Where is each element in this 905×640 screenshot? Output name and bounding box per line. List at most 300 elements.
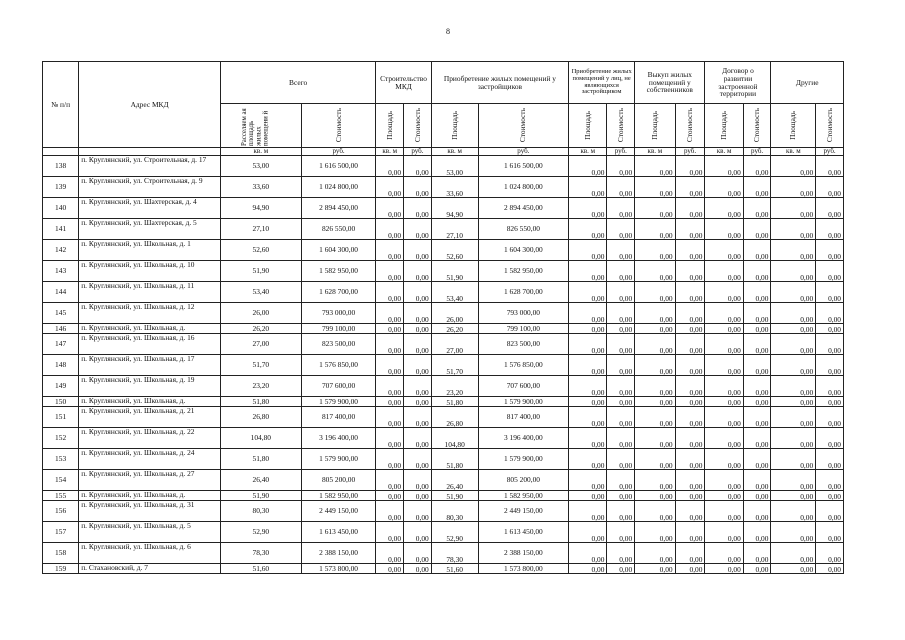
row-total-cost: 1 582 950,00	[301, 491, 376, 501]
row-devagreement-area: 0,00	[705, 449, 743, 470]
row-nondev-area: 0,00	[569, 501, 607, 522]
row-total-cost: 1 024 800,00	[301, 177, 376, 198]
header-group-development-agreement: Договор о развитии застроенной территории	[705, 62, 771, 104]
row-developers-area: 80,30	[431, 501, 478, 522]
row-other-cost: 0,00	[816, 564, 844, 574]
unit-area: кв. м	[220, 148, 301, 156]
row-other-area: 0,00	[771, 261, 816, 282]
row-nondev-area: 0,00	[569, 177, 607, 198]
row-other-cost: 0,00	[816, 177, 844, 198]
row-developers-cost: 3 196 400,00	[478, 428, 569, 449]
row-developers-area: 104,80	[431, 428, 478, 449]
row-developers-cost: 799 100,00	[478, 324, 569, 334]
row-other-area: 0,00	[771, 470, 816, 491]
row-buyout-area: 0,00	[635, 177, 675, 198]
row-devagreement-area: 0,00	[705, 198, 743, 219]
row-buyout-cost: 0,00	[675, 470, 705, 491]
row-devagreement-cost: 0,00	[743, 543, 771, 564]
row-nondev-cost: 0,00	[607, 303, 635, 324]
row-other-area: 0,00	[771, 156, 816, 177]
row-number: 157	[43, 522, 79, 543]
row-other-area: 0,00	[771, 324, 816, 334]
header-group-developers: Приобретение жилых помещений у застройщиков	[431, 62, 568, 104]
row-buyout-area: 0,00	[635, 324, 675, 334]
row-developers-cost: 1 628 700,00	[478, 282, 569, 303]
header-cost: Стоимость	[824, 108, 834, 143]
row-developers-area: 52,90	[431, 522, 478, 543]
header-group-non-developers: Приобретение жилых помещений у лиц, не являющихся застройщиком	[569, 62, 635, 104]
row-total-cost: 1 576 850,00	[301, 355, 376, 376]
row-developers-cost: 1 024 800,00	[478, 177, 569, 198]
row-nondev-area: 0,00	[569, 564, 607, 574]
row-nondev-area: 0,00	[569, 397, 607, 407]
row-buyout-cost: 0,00	[675, 177, 705, 198]
row-other-area: 0,00	[771, 501, 816, 522]
row-number: 145	[43, 303, 79, 324]
row-developers-cost: 1 582 950,00	[478, 261, 569, 282]
row-address: п. Круглянский, ул. Школьная, д. 27	[79, 470, 221, 491]
row-buyout-cost: 0,00	[675, 198, 705, 219]
row-address: п. Круглянский, ул. Школьная, д. 11	[79, 282, 221, 303]
row-developers-area: 33,60	[431, 177, 478, 198]
row-buyout-area: 0,00	[635, 491, 675, 501]
row-other-area: 0,00	[771, 564, 816, 574]
row-buyout-cost: 0,00	[675, 428, 705, 449]
row-other-cost: 0,00	[816, 240, 844, 261]
row-construction-area: 0,00	[376, 522, 404, 543]
row-construction-area: 0,00	[376, 376, 404, 397]
row-devagreement-area: 0,00	[705, 282, 743, 303]
unit-area: кв. м	[569, 148, 607, 156]
row-devagreement-area: 0,00	[705, 324, 743, 334]
unit-cost: руб.	[743, 148, 771, 156]
table-row	[43, 564, 844, 574]
row-address: п. Круглянский, ул. Школьная, д. 31	[79, 501, 221, 522]
row-other-area: 0,00	[771, 198, 816, 219]
row-developers-cost: 1 604 300,00	[478, 240, 569, 261]
resettlement-table	[42, 61, 844, 574]
row-buyout-area: 0,00	[635, 470, 675, 491]
row-nondev-area: 0,00	[569, 324, 607, 334]
row-nondev-area: 0,00	[569, 334, 607, 355]
row-construction-cost: 0,00	[404, 156, 432, 177]
row-developers-cost: 793 000,00	[478, 303, 569, 324]
row-developers-area: 26,00	[431, 303, 478, 324]
row-other-cost: 0,00	[816, 334, 844, 355]
row-construction-area: 0,00	[376, 470, 404, 491]
row-nondev-cost: 0,00	[607, 355, 635, 376]
row-nondev-area: 0,00	[569, 156, 607, 177]
row-total-cost: 2 388 150,00	[301, 543, 376, 564]
row-devagreement-area: 0,00	[705, 355, 743, 376]
row-nondev-cost: 0,00	[607, 428, 635, 449]
row-devagreement-cost: 0,00	[743, 428, 771, 449]
row-address: п. Круглянский, ул. Школьная, д. 19	[79, 376, 221, 397]
row-construction-cost: 0,00	[404, 522, 432, 543]
row-total-cost: 823 500,00	[301, 334, 376, 355]
row-nondev-area: 0,00	[569, 261, 607, 282]
row-nondev-cost: 0,00	[607, 407, 635, 428]
row-developers-cost: 2 388 150,00	[478, 543, 569, 564]
row-buyout-area: 0,00	[635, 501, 675, 522]
row-devagreement-cost: 0,00	[743, 261, 771, 282]
row-devagreement-cost: 0,00	[743, 376, 771, 397]
row-nondev-cost: 0,00	[607, 219, 635, 240]
row-number: 148	[43, 355, 79, 376]
row-developers-cost: 1 573 800,00	[478, 564, 569, 574]
row-number: 156	[43, 501, 79, 522]
row-nondev-area: 0,00	[569, 449, 607, 470]
row-address: п. Круглянский, ул. Школьная, д.	[79, 491, 221, 501]
row-buyout-area: 0,00	[635, 156, 675, 177]
row-total-area: 27,00	[220, 334, 301, 355]
row-total-area: 26,20	[220, 324, 301, 334]
row-nondev-cost: 0,00	[607, 543, 635, 564]
row-devagreement-area: 0,00	[705, 407, 743, 428]
row-buyout-area: 0,00	[635, 240, 675, 261]
row-devagreement-cost: 0,00	[743, 334, 771, 355]
row-number: 153	[43, 449, 79, 470]
row-construction-area: 0,00	[376, 428, 404, 449]
row-nondev-area: 0,00	[569, 282, 607, 303]
row-other-cost: 0,00	[816, 261, 844, 282]
header-area: Площадь	[384, 111, 394, 140]
unit-area: кв. м	[635, 148, 675, 156]
row-construction-area: 0,00	[376, 219, 404, 240]
row-devagreement-cost: 0,00	[743, 491, 771, 501]
row-nondev-cost: 0,00	[607, 324, 635, 334]
row-total-area: 53,00	[220, 156, 301, 177]
row-address: п. Круглянский, ул. Школьная, д. 10	[79, 261, 221, 282]
row-number: 140	[43, 198, 79, 219]
row-buyout-area: 0,00	[635, 564, 675, 574]
row-buyout-cost: 0,00	[675, 397, 705, 407]
header-num: № п/п	[43, 62, 79, 148]
row-other-area: 0,00	[771, 177, 816, 198]
row-total-cost: 1 616 500,00	[301, 156, 376, 177]
row-developers-area: 52,60	[431, 240, 478, 261]
row-construction-cost: 0,00	[404, 261, 432, 282]
row-total-area: 52,60	[220, 240, 301, 261]
row-developers-area: 23,20	[431, 376, 478, 397]
row-developers-area: 51,90	[431, 261, 478, 282]
row-other-area: 0,00	[771, 219, 816, 240]
row-address: п. Круглянский, ул. Школьная, д.	[79, 397, 221, 407]
row-other-area: 0,00	[771, 543, 816, 564]
row-address: п. Круглянский, ул. Шахтерская, д. 4	[79, 198, 221, 219]
row-other-area: 0,00	[771, 282, 816, 303]
row-nondev-cost: 0,00	[607, 261, 635, 282]
row-devagreement-area: 0,00	[705, 543, 743, 564]
row-devagreement-cost: 0,00	[743, 219, 771, 240]
row-construction-cost: 0,00	[404, 198, 432, 219]
unit-cost: руб.	[478, 148, 569, 156]
row-developers-cost: 2 449 150,00	[478, 501, 569, 522]
row-developers-area: 27,10	[431, 219, 478, 240]
row-address: п. Круглянский, ул. Школьная, д. 21	[79, 407, 221, 428]
row-devagreement-area: 0,00	[705, 428, 743, 449]
row-buyout-area: 0,00	[635, 543, 675, 564]
row-total-cost: 2 894 450,00	[301, 198, 376, 219]
row-number: 154	[43, 470, 79, 491]
row-construction-area: 0,00	[376, 449, 404, 470]
row-construction-area: 0,00	[376, 491, 404, 501]
row-devagreement-cost: 0,00	[743, 156, 771, 177]
row-construction-cost: 0,00	[404, 501, 432, 522]
row-devagreement-area: 0,00	[705, 470, 743, 491]
row-other-cost: 0,00	[816, 543, 844, 564]
row-number: 152	[43, 428, 79, 449]
row-total-area: 51,90	[220, 491, 301, 501]
header-cost: Стоимость	[752, 108, 762, 143]
row-address: п. Круглянский, ул. Школьная, д. 12	[79, 303, 221, 324]
row-other-cost: 0,00	[816, 156, 844, 177]
row-other-area: 0,00	[771, 428, 816, 449]
row-other-cost: 0,00	[816, 407, 844, 428]
row-nondev-area: 0,00	[569, 491, 607, 501]
row-devagreement-cost: 0,00	[743, 564, 771, 574]
row-buyout-cost: 0,00	[675, 282, 705, 303]
row-other-area: 0,00	[771, 303, 816, 324]
row-nondev-area: 0,00	[569, 355, 607, 376]
row-construction-cost: 0,00	[404, 355, 432, 376]
row-total-cost: 1 582 950,00	[301, 261, 376, 282]
table-row	[43, 156, 844, 177]
row-address: п. Круглянский, ул. Строительная, д. 9	[79, 177, 221, 198]
row-buyout-cost: 0,00	[675, 407, 705, 428]
unit-area: кв. м	[771, 148, 816, 156]
row-devagreement-cost: 0,00	[743, 355, 771, 376]
row-nondev-cost: 0,00	[607, 177, 635, 198]
row-address: п. Стахановский, д. 7	[79, 564, 221, 574]
row-developers-cost: 817 400,00	[478, 407, 569, 428]
row-other-area: 0,00	[771, 449, 816, 470]
row-construction-area: 0,00	[376, 177, 404, 198]
row-construction-cost: 0,00	[404, 376, 432, 397]
row-other-area: 0,00	[771, 355, 816, 376]
header-group-buyout: Выкуп жилых помещений у собственников	[635, 62, 705, 104]
row-address: п. Круглянский, ул. Школьная, д.	[79, 324, 221, 334]
row-construction-area: 0,00	[376, 334, 404, 355]
row-nondev-cost: 0,00	[607, 564, 635, 574]
row-buyout-cost: 0,00	[675, 261, 705, 282]
row-nondev-area: 0,00	[569, 428, 607, 449]
unit-cost: руб.	[675, 148, 705, 156]
table-row	[43, 522, 844, 543]
row-buyout-area: 0,00	[635, 261, 675, 282]
row-other-area: 0,00	[771, 522, 816, 543]
row-total-cost: 1 579 900,00	[301, 449, 376, 470]
table-row	[43, 355, 844, 376]
row-nondev-area: 0,00	[569, 198, 607, 219]
row-developers-cost: 1 616 500,00	[478, 156, 569, 177]
row-address: п. Круглянский, ул. Школьная, д. 6	[79, 543, 221, 564]
row-address: п. Круглянский, ул. Шахтерская, д. 5	[79, 219, 221, 240]
row-total-area: 26,80	[220, 407, 301, 428]
row-buyout-cost: 0,00	[675, 156, 705, 177]
row-nondev-area: 0,00	[569, 522, 607, 543]
row-buyout-area: 0,00	[635, 355, 675, 376]
row-devagreement-cost: 0,00	[743, 397, 771, 407]
row-other-cost: 0,00	[816, 522, 844, 543]
row-number: 147	[43, 334, 79, 355]
unit-cost: руб.	[404, 148, 432, 156]
row-total-area: 80,30	[220, 501, 301, 522]
row-other-cost: 0,00	[816, 355, 844, 376]
row-other-cost: 0,00	[816, 491, 844, 501]
row-total-cost: 799 100,00	[301, 324, 376, 334]
row-other-area: 0,00	[771, 240, 816, 261]
row-nondev-cost: 0,00	[607, 376, 635, 397]
row-nondev-area: 0,00	[569, 470, 607, 491]
row-construction-cost: 0,00	[404, 324, 432, 334]
row-buyout-area: 0,00	[635, 303, 675, 324]
table-row	[43, 261, 844, 282]
row-total-area: 53,40	[220, 282, 301, 303]
row-developers-cost: 2 894 450,00	[478, 198, 569, 219]
row-construction-cost: 0,00	[404, 397, 432, 407]
header-area: Площадь	[449, 111, 459, 140]
row-devagreement-area: 0,00	[705, 156, 743, 177]
row-devagreement-area: 0,00	[705, 261, 743, 282]
row-construction-area: 0,00	[376, 355, 404, 376]
table-row	[43, 376, 844, 397]
row-developers-cost: 826 550,00	[478, 219, 569, 240]
row-other-cost: 0,00	[816, 470, 844, 491]
header-area: Площадь	[649, 111, 659, 140]
row-devagreement-cost: 0,00	[743, 177, 771, 198]
row-other-cost: 0,00	[816, 376, 844, 397]
table-row	[43, 303, 844, 324]
row-buyout-area: 0,00	[635, 282, 675, 303]
row-devagreement-cost: 0,00	[743, 240, 771, 261]
row-developers-area: 94,90	[431, 198, 478, 219]
page-number: 8	[446, 27, 450, 36]
row-buyout-cost: 0,00	[675, 501, 705, 522]
row-other-area: 0,00	[771, 376, 816, 397]
row-construction-cost: 0,00	[404, 219, 432, 240]
row-devagreement-cost: 0,00	[743, 282, 771, 303]
row-buyout-area: 0,00	[635, 376, 675, 397]
row-number: 149	[43, 376, 79, 397]
unit-cost: руб.	[607, 148, 635, 156]
row-devagreement-cost: 0,00	[743, 303, 771, 324]
unit-area: кв. м	[705, 148, 743, 156]
table-row	[43, 334, 844, 355]
row-devagreement-cost: 0,00	[743, 522, 771, 543]
row-other-cost: 0,00	[816, 303, 844, 324]
row-total-area: 26,40	[220, 470, 301, 491]
row-construction-cost: 0,00	[404, 543, 432, 564]
row-buyout-cost: 0,00	[675, 522, 705, 543]
row-nondev-area: 0,00	[569, 407, 607, 428]
row-developers-area: 53,00	[431, 156, 478, 177]
row-other-area: 0,00	[771, 334, 816, 355]
row-construction-area: 0,00	[376, 261, 404, 282]
row-address: п. Круглянский, ул. Школьная, д. 16	[79, 334, 221, 355]
row-other-cost: 0,00	[816, 282, 844, 303]
header-group-other: Другие	[771, 62, 844, 104]
header-area: Площадь	[582, 111, 592, 140]
row-buyout-cost: 0,00	[675, 564, 705, 574]
row-buyout-area: 0,00	[635, 198, 675, 219]
row-developers-area: 78,30	[431, 543, 478, 564]
row-devagreement-area: 0,00	[705, 501, 743, 522]
row-total-area: 23,20	[220, 376, 301, 397]
row-construction-cost: 0,00	[404, 303, 432, 324]
row-developers-cost: 1 582 950,00	[478, 491, 569, 501]
row-nondev-cost: 0,00	[607, 240, 635, 261]
row-address: п. Круглянский, ул. Школьная, д. 17	[79, 355, 221, 376]
row-total-area: 51,90	[220, 261, 301, 282]
row-nondev-cost: 0,00	[607, 156, 635, 177]
row-construction-cost: 0,00	[404, 177, 432, 198]
table-row	[43, 219, 844, 240]
unit-area: кв. м	[431, 148, 478, 156]
header-cost: Стоимость	[518, 108, 528, 143]
row-buyout-area: 0,00	[635, 219, 675, 240]
row-developers-cost: 1 613 450,00	[478, 522, 569, 543]
row-nondev-cost: 0,00	[607, 334, 635, 355]
row-construction-cost: 0,00	[404, 491, 432, 501]
table-row	[43, 397, 844, 407]
row-devagreement-area: 0,00	[705, 240, 743, 261]
row-developers-area: 51,70	[431, 355, 478, 376]
row-devagreement-area: 0,00	[705, 177, 743, 198]
row-developers-area: 53,40	[431, 282, 478, 303]
row-total-area: 52,90	[220, 522, 301, 543]
row-other-cost: 0,00	[816, 324, 844, 334]
row-buyout-cost: 0,00	[675, 219, 705, 240]
table-row	[43, 282, 844, 303]
row-buyout-cost: 0,00	[675, 324, 705, 334]
row-developers-cost: 1 579 900,00	[478, 397, 569, 407]
row-buyout-area: 0,00	[635, 449, 675, 470]
row-buyout-area: 0,00	[635, 397, 675, 407]
row-buyout-area: 0,00	[635, 522, 675, 543]
row-number: 141	[43, 219, 79, 240]
row-construction-cost: 0,00	[404, 282, 432, 303]
row-nondev-cost: 0,00	[607, 198, 635, 219]
row-total-cost: 3 196 400,00	[301, 428, 376, 449]
row-nondev-area: 0,00	[569, 376, 607, 397]
row-buyout-cost: 0,00	[675, 376, 705, 397]
row-total-cost: 817 400,00	[301, 407, 376, 428]
row-buyout-cost: 0,00	[675, 240, 705, 261]
row-total-cost: 793 000,00	[301, 303, 376, 324]
row-total-cost: 826 550,00	[301, 219, 376, 240]
header-area: Площадь	[719, 111, 729, 140]
row-total-cost: 1 579 900,00	[301, 397, 376, 407]
row-number: 139	[43, 177, 79, 198]
row-construction-cost: 0,00	[404, 470, 432, 491]
row-construction-area: 0,00	[376, 397, 404, 407]
row-devagreement-area: 0,00	[705, 334, 743, 355]
row-address: п. Круглянский, ул. Школьная, д. 24	[79, 449, 221, 470]
row-construction-area: 0,00	[376, 282, 404, 303]
row-developers-area: 51,80	[431, 449, 478, 470]
table-row	[43, 449, 844, 470]
table-row	[43, 324, 844, 334]
row-other-cost: 0,00	[816, 449, 844, 470]
row-construction-area: 0,00	[376, 543, 404, 564]
row-total-cost: 1 573 800,00	[301, 564, 376, 574]
table-row	[43, 177, 844, 198]
row-construction-cost: 0,00	[404, 428, 432, 449]
row-total-area: 94,90	[220, 198, 301, 219]
header-total: Всего	[220, 62, 375, 104]
row-buyout-cost: 0,00	[675, 334, 705, 355]
